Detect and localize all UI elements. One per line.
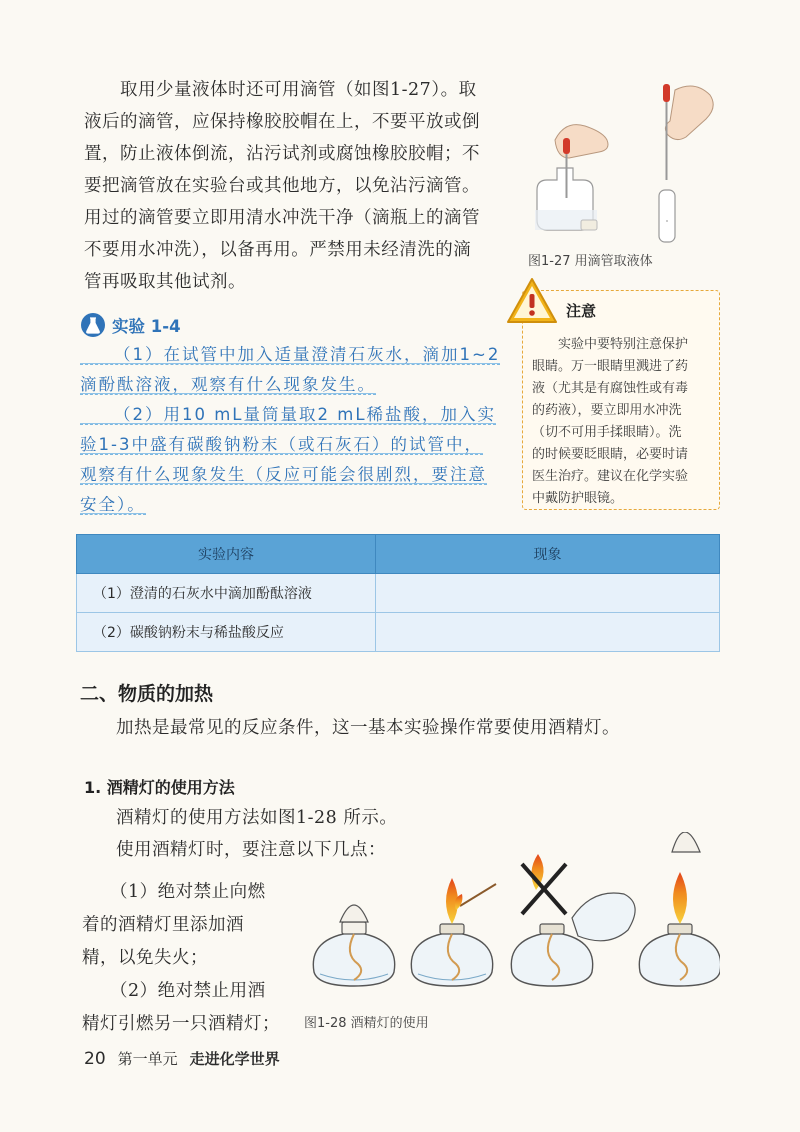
subsection-line: 酒精灯的使用方法如图1-28 所示。	[116, 808, 398, 828]
table-cell-observation	[376, 574, 720, 613]
table-cell-observation	[376, 613, 720, 652]
note-line: （切不可用手揉眼睛）。洗	[532, 425, 682, 440]
note-line: 液（尤其是有腐蚀性或有毒	[532, 381, 689, 396]
experiment-line: （2）用10 mL量筒量取2 mL稀盐酸，加入实	[80, 405, 496, 425]
section-title: 二、物质的加热	[80, 683, 214, 705]
note-line: 眼睛。万一眼睛里溅进了药	[532, 359, 689, 374]
subsection-title: 1. 酒精灯的使用方法	[84, 778, 235, 797]
intro-line: 液后的滴管，应保持橡胶胶帽在上，不要平放或倒	[84, 112, 480, 132]
subsection-line: 使用酒精灯时，要注意以下几点：	[116, 840, 386, 860]
note-line: 中戴防护眼镜。	[532, 491, 624, 506]
footer-unit: 第一单元	[117, 1050, 178, 1068]
rule-line: 精灯引燃另一只酒精灯；	[82, 1014, 280, 1034]
experiment-line: 验1-3中盛有碳酸钠粉末（或石灰石）的试管中，	[80, 435, 483, 454]
experiment-text	[80, 340, 510, 520]
experiment-line: （1）在试管中加入适量澄清石灰水，滴加1~2	[80, 345, 500, 365]
intro-line: 不要用水冲洗），以备再用。严禁用未经清洗的滴	[84, 240, 472, 260]
table-cell-content: （1）澄清的石灰水中滴加酚酞溶液	[77, 574, 376, 613]
page-number: 20	[84, 1049, 106, 1069]
rules-text	[82, 876, 302, 1041]
table-header-observation: 现象	[376, 535, 720, 574]
figure-1-27-caption: 图1-27 用滴管取液体	[528, 254, 653, 269]
note-text	[532, 334, 718, 510]
intro-line: 用过的滴管要立即用清水冲洗干净（滴瓶上的滴管	[84, 208, 480, 228]
table-header-content: 实验内容	[77, 535, 376, 574]
rule-line: （1）绝对禁止向燃	[110, 882, 266, 902]
figure-1-28-caption: 图1-28 酒精灯的使用	[304, 1016, 429, 1031]
note-line: 的时候要眨眼睛，必要时请	[532, 447, 689, 462]
footer-unit-title: 走进化学世界	[189, 1050, 280, 1068]
figure-1-27-dropper-illustration	[525, 70, 725, 250]
lamp-lit-with-match	[411, 878, 496, 986]
experiment-title: 实验 1-4	[112, 317, 181, 336]
intro-line: 置，防止液体倒流，沾污试剂或腐蚀橡胶胶帽；不	[84, 144, 480, 164]
intro-paragraph	[84, 74, 504, 298]
rule-line: （2）绝对禁止用酒	[110, 981, 266, 1001]
intro-line: 管再吸取其他试剂。	[84, 272, 246, 292]
section-intro: 加热是最常见的反应条件，这一基本实验操作常要使用酒精灯。	[116, 718, 620, 738]
lamp-capped	[313, 905, 394, 986]
experiment-line: 观察有什么现象发生（反应可能会很剧烈，要注意	[80, 465, 487, 484]
rule-line: 着的酒精灯里添加酒	[82, 915, 244, 935]
lamp-forbidden	[511, 854, 635, 986]
table-header-row	[77, 535, 720, 574]
table-row	[77, 613, 720, 652]
experiment-line: 安全）。	[80, 495, 146, 514]
intro-line: 取用少量液体时还可用滴管（如图1-27）。取	[120, 80, 477, 100]
note-line: 的药液），要立即用水冲洗	[532, 403, 682, 418]
experiment-table	[76, 534, 720, 652]
table-cell-content: （2）碳酸钠粉末与稀盐酸反应	[77, 613, 376, 652]
figure-1-28-alcohol-lamps	[300, 832, 720, 1007]
note-line: 医生治疗。建议在化学实验	[532, 469, 689, 484]
intro-line: 要把滴管放在实验台或其他地方，以免沾污滴管。	[84, 176, 480, 196]
lamp-lit-cap-removed	[639, 832, 720, 986]
table-row	[77, 574, 720, 613]
experiment-line: 滴酚酞溶液，观察有什么现象发生。	[80, 375, 376, 394]
flask-icon	[80, 312, 106, 338]
experiment-header	[80, 312, 181, 338]
rule-line: 精，以免失火；	[82, 948, 208, 968]
note-title: 注意	[566, 302, 597, 320]
warning-icon	[505, 276, 559, 326]
note-line: 实验中要特别注意保护	[558, 337, 689, 352]
page-footer	[84, 1048, 280, 1069]
